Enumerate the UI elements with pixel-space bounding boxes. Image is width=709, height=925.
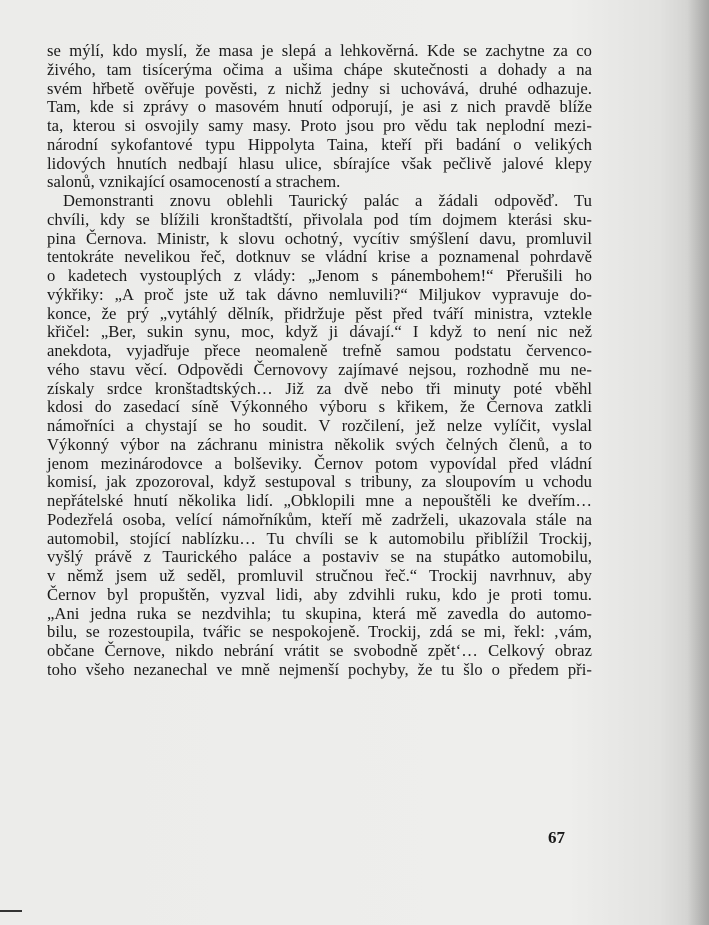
text-line: nepřátelské hnutí několika lidí. „Obklopili mne a nepouštěli ke dveřím…	[47, 491, 592, 510]
text-line: vyšlý právě z Taurického paláce a postaviv se na stupátko automobilu,	[47, 547, 592, 567]
text-line: automobil, stojící nablízku… Tu chvíli se k automobilu přiblížil Trockij,	[47, 528, 592, 548]
text-line: Výkonný výbor na záchranu ministra několik svých čelných členů, a to	[47, 434, 592, 454]
page-edge-shadow	[687, 0, 709, 925]
text-line: národní sykofantové typu Hippolyta Taina, kteří při badání o velikých	[47, 134, 592, 154]
page-number: 67	[548, 828, 565, 847]
text-line: se mýlí, kdo myslí, že masa je slepá a lehkověrná. Kde se zachytne za co	[47, 41, 592, 60]
text-line: konce, že prý „vytáhlý dělník, přidržuje pěst před tváří ministra, vztekle	[47, 303, 592, 323]
text-line: komisí, jak zpozoroval, když sestupoval s tribuny, za sloupovím u vchodu	[47, 472, 592, 492]
text-line: ta, kterou si osvojily samy masy. Proto jsou pro vědu tak neplodní mezi-	[47, 116, 592, 135]
text-line: Demonstranti znovu oblehli Taurický palác a žádali odpověď. Tu	[63, 191, 592, 210]
paragraph	[47, 192, 592, 680]
scan-mark	[0, 910, 22, 912]
text-line: pina Černova. Ministr, k slovu ochotný, vycítiv smýšlení davu, promluvil	[47, 228, 592, 248]
text-line: kdosi do zasedací síně Výkonného výboru s křikem, že Černova zatkli	[47, 397, 592, 417]
text-line: živého, tam tisícerýma očima a ušima chápe skutečnosti a dohady a na	[47, 59, 592, 79]
text-line: o kadetech vystouplých z vlády: „Jenom s pánembohem!“ Přerušili ho	[47, 266, 592, 285]
text-line: „Ani jedna ruka se nezdvihla; tu skupina, která mě zavedla do automo-	[47, 603, 592, 623]
text-line: Tam, kde si zprávy o masovém hnutí odporují, je asi z nich pravdě blíže	[47, 97, 592, 117]
body-text	[47, 42, 592, 680]
text-line: chvíli, kdy se blížili kronštadtští, přivolala pod tím dojmem kterási sku-	[47, 209, 592, 229]
text-line: salonů, vznikající osamoceností a strachem.	[47, 172, 341, 192]
text-line: tentokráte nevelikou řeč, dotknuv se vládní krise a poznamenal pohrdavě	[47, 247, 592, 267]
text-line: námořníci a chystají se ho soudit. V rozčilení, jež nelze vylíčit, vyslal	[47, 416, 592, 435]
text-line: výkřiky: „A proč jste už tak dávno nemluvili?“ Miljukov vypravuje do-	[47, 284, 592, 304]
text-line: Podezřelá osoba, velící námořníkům, kteří mě zadrželi, ukazovala stále na	[47, 509, 592, 529]
text-line: získaly srdce kronštadtských… Již za dvě nebo tři minuty poté vběhl	[47, 378, 592, 398]
text-line: bilu, se rozestoupila, tvářic se nespokojeně. Trockij, zdá se mi, řekl: ‚vám,	[47, 622, 592, 642]
text-line: jenom mezinárodovce a bolševiky. Černov potom vypovídal před vládní	[47, 453, 592, 473]
text-line: anekdota, vyjadřuje přece neomaleně trefně samou podstatu červenco-	[47, 341, 592, 360]
text-line: vého stavu věcí. Odpovědi Černovovy zajímavé nejsou, rozhodně mu ne-	[47, 359, 592, 379]
text-line: svém hřbetě ověřuje pověsti, z nichž jedny si uchovává, druhé odhazuje.	[47, 78, 592, 98]
text-line: Černov byl propuštěn, vyzval lidi, aby zdvihli ruku, kdo je proti tomu.	[47, 584, 592, 604]
text-line: občane Černove, nikdo nebrání vrátit se svobodně zpět‘… Celkový obraz	[47, 641, 592, 660]
paragraph	[47, 42, 592, 192]
text-line: toho všeho nezanechal ve mně nejmenší pochyby, že tu šlo o předem při-	[47, 659, 592, 679]
text-line: v němž jsem už seděl, promluvil stručnou řeč.“ Trockij navrhnuv, aby	[47, 566, 592, 585]
text-line: křičel: „Ber, sukin synu, moc, když ji dávají.“ I když to není nic než	[47, 322, 592, 342]
text-line: lidových hnutích nedbají hlasu ulice, sbírajíce však pečlivě jalové klepy	[47, 153, 592, 173]
